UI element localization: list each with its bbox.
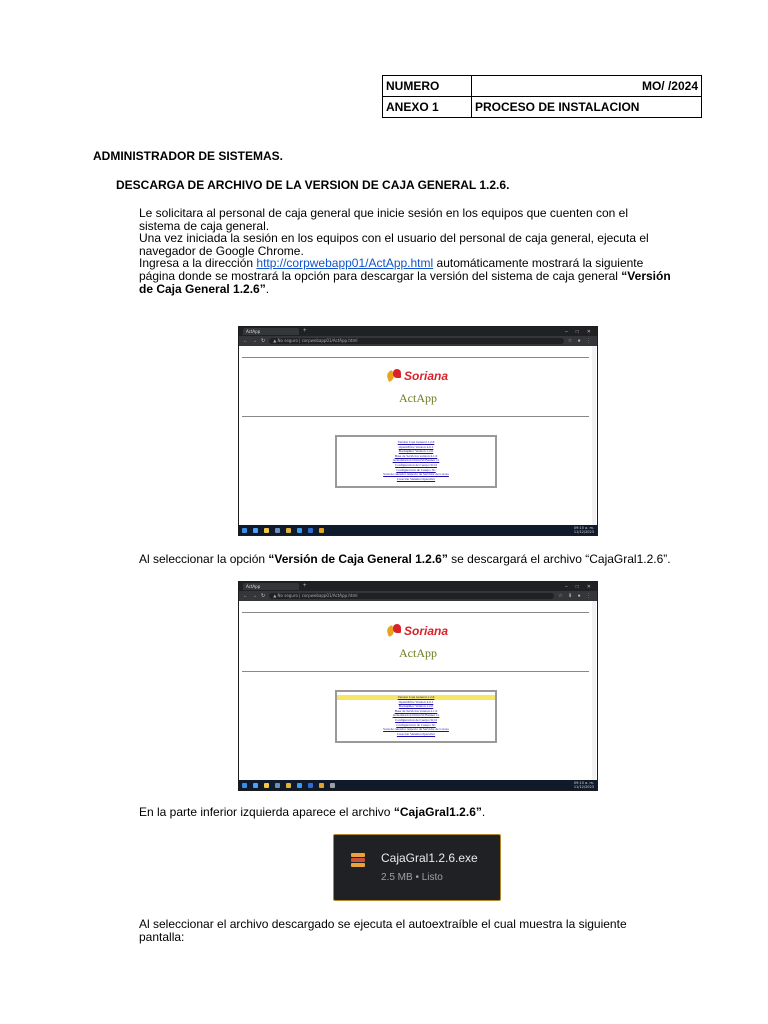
taskbar-app-icon[interactable] — [308, 783, 313, 788]
url-field[interactable]: ▲ No seguro | corpwebapp01/ActApp.html — [269, 593, 554, 599]
taskbar-app-icon[interactable] — [253, 783, 258, 788]
taskbar-clock: 09:15 a. m. 11/12/2023 — [573, 526, 594, 534]
numero-label: NUMERO — [383, 76, 472, 97]
new-tab-icon[interactable]: + — [303, 328, 307, 334]
browser-screenshot-1 — [238, 326, 598, 536]
browser-tabbar — [239, 582, 597, 591]
actapp-url-link[interactable]: http://corpwebapp01/ActApp.html — [256, 256, 434, 271]
close-icon[interactable]: ✕ — [586, 328, 591, 335]
brand-name: Soriana — [404, 369, 449, 383]
browser-address-bar — [239, 591, 597, 601]
taskbar-app-icon[interactable] — [330, 783, 335, 788]
intro-line: Una vez iniciada la sesión en los equipos con el usuario del personal de caja general, ejecuta el — [139, 231, 649, 246]
window-controls — [565, 329, 597, 335]
folder-icon[interactable] — [264, 528, 269, 533]
taskbar-app-icon[interactable] — [275, 528, 280, 533]
app-title: ActApp — [399, 391, 437, 405]
new-tab-icon[interactable]: + — [303, 583, 307, 589]
divider — [242, 612, 589, 613]
browser-page — [239, 601, 597, 780]
download-item[interactable] — [333, 834, 501, 901]
menu-link-selected[interactable]: Version Caja General 1.2.6 — [337, 695, 495, 700]
menu-link[interactable]: BackupRec Version 1.2.0 — [398, 704, 434, 709]
intro-paragraph — [139, 207, 701, 295]
divider — [242, 671, 589, 672]
forward-icon[interactable]: → — [252, 338, 257, 344]
menu-link[interactable]: Configuracion de Cuerpo SCO — [395, 462, 437, 467]
menu-link[interactable]: BackupRec Version 1.2.0 — [398, 449, 434, 454]
taskbar-app-icon[interactable] — [275, 783, 280, 788]
menu-link[interactable]: Configuracion de Cuerpo SCO — [395, 717, 437, 722]
divider — [242, 416, 589, 417]
header-table — [382, 75, 702, 118]
taskbar-clock: 09:15 a. m. 11/12/2023 — [573, 781, 594, 789]
intro-line: Le solicitara al personal de caja general que inicie sesión en los equipos que cuenten con el — [139, 206, 628, 220]
back-icon[interactable]: ← — [243, 593, 248, 599]
divider — [242, 357, 589, 358]
intro-line: de Caja General 1.2.6”. — [139, 281, 270, 296]
browser-tab[interactable]: ActApp — [243, 583, 299, 590]
window-controls — [565, 584, 597, 590]
back-icon[interactable]: ← — [243, 338, 248, 344]
scrollbar[interactable] — [592, 346, 596, 525]
download-menu — [335, 435, 497, 488]
anexo-value: PROCESO DE INSTALACION — [472, 97, 702, 118]
taskbar-app-icon[interactable] — [253, 528, 258, 533]
toolbar-icons[interactable]: ☆ ● ⋮ — [567, 338, 593, 344]
minimize-icon[interactable]: – — [564, 583, 568, 590]
close-icon[interactable]: ✕ — [586, 583, 591, 590]
intro-line: sistema de caja general. — [139, 218, 270, 233]
scrollbar[interactable] — [592, 601, 596, 780]
menu-link[interactable]: Creacion Sistema Operativo — [396, 476, 436, 481]
soriana-logo — [387, 369, 448, 383]
section-heading: ADMINISTRADOR DE SISTEMAS. — [93, 149, 284, 163]
intro-line: página donde se mostrará la opción para descargar la versión del sistema de caja general “Versión — [139, 268, 671, 283]
header-row-anexo — [383, 97, 702, 118]
menu-link[interactable]: Actualizacion DriverSCBanner v1 — [392, 458, 440, 463]
windows-taskbar — [239, 525, 597, 535]
taskbar-app-icon[interactable] — [286, 528, 291, 533]
subsection-heading: DESCARGA DE ARCHIVO DE LA VERSION DE CAJA GENERAL 1.2.6. — [116, 178, 510, 192]
browser-address-bar — [239, 336, 597, 346]
soriana-logo-icon — [387, 369, 401, 383]
taskbar-app-icon[interactable] — [308, 528, 313, 533]
menu-link[interactable]: OpenOffice Version 4.0.1 — [398, 699, 434, 704]
chrome-icon[interactable] — [319, 783, 324, 788]
minimize-icon[interactable]: – — [564, 328, 568, 335]
browser-tabbar — [239, 327, 597, 336]
maximize-icon[interactable]: □ — [575, 328, 579, 335]
browser-tab[interactable]: ActApp — [243, 328, 299, 335]
header-row-numero — [383, 76, 702, 97]
url-field[interactable]: ▲ No seguro | corpwebapp01/ActApp.html — [269, 338, 564, 344]
soriana-logo — [387, 624, 448, 638]
step4-paragraph: Al seleccionar el archivo descargado se ejecuta el autoextraíble el cual muestra la siguiente pantalla: — [139, 917, 627, 944]
taskbar-app-icon[interactable] — [286, 783, 291, 788]
intro-line: navegador de Google Chrome. — [139, 243, 304, 258]
taskbar-app-icon[interactable] — [297, 783, 302, 788]
soriana-logo-icon — [387, 624, 401, 638]
installer-file-icon — [351, 853, 365, 867]
menu-link[interactable]: Base de Servicios version 2.1.0 — [394, 708, 438, 713]
menu-link[interactable]: Scan de ruteador respecto de Servidor de Correo — [383, 727, 449, 732]
anexo-label: ANEXO 1 — [383, 97, 472, 118]
start-icon[interactable] — [242, 528, 247, 533]
step3-paragraph: En la parte inferior izquierda aparece el archivo “CajaGral1.2.6”. — [139, 805, 486, 819]
menu-link[interactable]: Scan de ruteador respecto de Servidor de Correo — [383, 472, 449, 477]
maximize-icon[interactable]: □ — [575, 583, 579, 590]
brand-name: Soriana — [404, 624, 449, 638]
menu-link[interactable]: Version Caja General 1.2.6 — [397, 440, 435, 444]
step2-paragraph: Al seleccionar la opción “Versión de Caja General 1.2.6” se descargará el archivo “CajaGral1.2.6”. — [139, 552, 671, 566]
download-status: 2.5 MB • Listo — [381, 872, 443, 883]
download-file-name: CajaGral1.2.6.exe — [381, 851, 478, 865]
windows-taskbar — [239, 780, 597, 790]
app-title: ActApp — [399, 646, 437, 660]
reload-icon[interactable]: ↻ — [261, 593, 266, 599]
menu-link[interactable]: Configuracion de Cuerpo SC — [396, 722, 436, 727]
browser-screenshot-2 — [238, 581, 598, 791]
toolbar-icons[interactable]: ☆ ⬇ ● ⋮ — [558, 593, 593, 599]
reload-icon[interactable]: ↻ — [261, 338, 266, 344]
taskbar-app-icon[interactable] — [297, 528, 302, 533]
numero-value: MO/ /2024 — [472, 76, 702, 97]
download-menu — [335, 690, 497, 743]
menu-link[interactable]: Configuracion de Cuerpo SC — [396, 467, 436, 472]
start-icon[interactable] — [242, 783, 247, 788]
folder-icon[interactable] — [264, 783, 269, 788]
forward-icon[interactable]: → — [252, 593, 257, 599]
chrome-icon[interactable] — [319, 528, 324, 533]
menu-link[interactable]: Base de Servicios version 2.1.0 — [394, 453, 438, 458]
browser-page — [239, 346, 597, 525]
menu-link[interactable]: Actualizacion DriverSCBanner v1 — [392, 713, 440, 718]
menu-link[interactable]: Creacion Sistema Operativo — [396, 731, 436, 736]
menu-link[interactable]: OpenOffice Version 4.0.1 — [398, 444, 434, 449]
intro-line-with-link: Ingresa a la dirección http://corpwebapp01/ActApp.html automáticamente mostrará la siguiente — [139, 256, 644, 271]
